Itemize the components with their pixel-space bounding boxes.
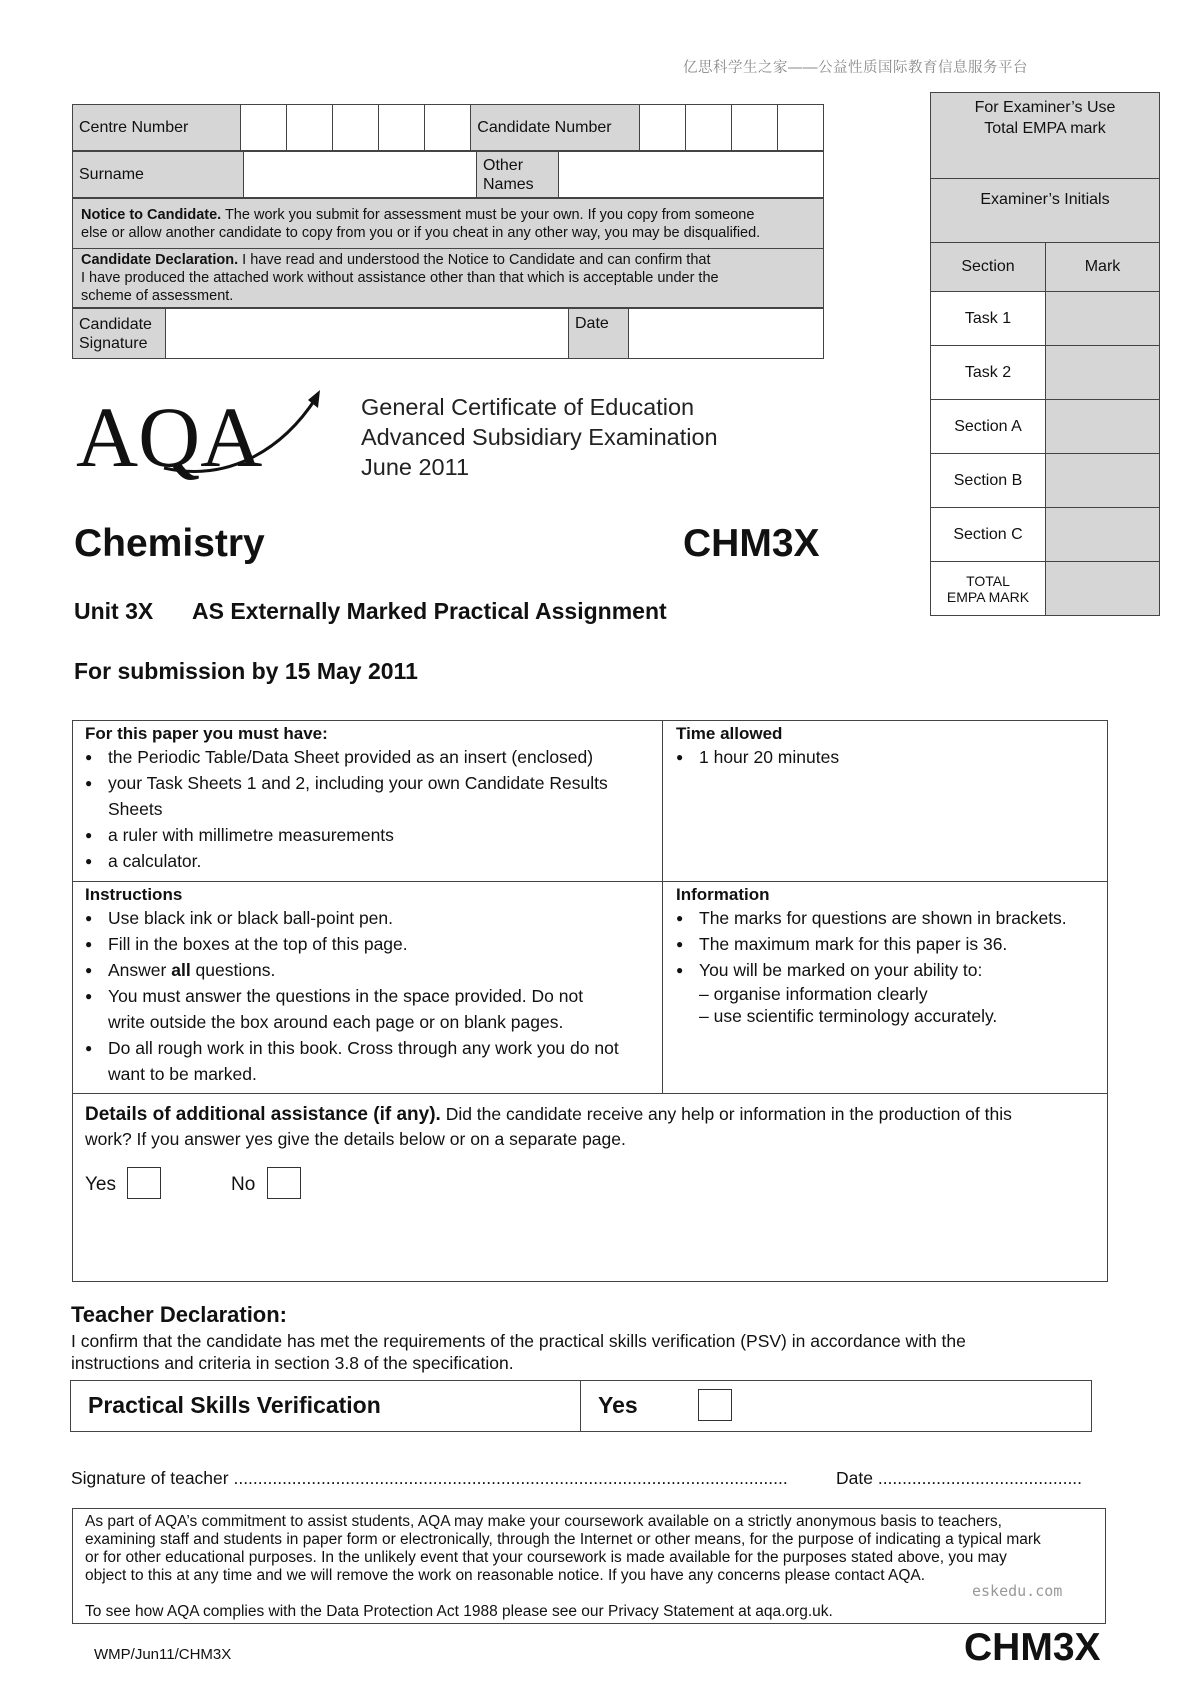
privacy-text: examining staff and students in paper form or electronically, through the Internet or other means, for the purpose of indicating a typical mark xyxy=(85,1531,1041,1548)
information-subitem: – organise information clearly xyxy=(699,984,928,1004)
information-title: Information xyxy=(676,885,770,904)
exam-title xyxy=(361,392,718,482)
watermark-site: eskedu.com xyxy=(972,1582,1063,1600)
must-have-item-text: your Task Sheets 1 and 2, including your own Candidate Results xyxy=(108,773,608,793)
date-field[interactable] xyxy=(629,309,824,359)
teacher-declaration-heading: Teacher Declaration: xyxy=(71,1302,288,1327)
instruction-item xyxy=(85,957,655,983)
assistance-heading: Details of additional assistance (if any). xyxy=(85,1104,441,1125)
information-item: ● The marks for questions are shown in brackets. xyxy=(676,905,1101,931)
candidate-number-box[interactable] xyxy=(685,105,731,151)
psv-divider xyxy=(580,1380,581,1432)
examiner-initials: Examiner’s Initials xyxy=(931,179,1159,243)
information-item: ● The maximum mark for this paper is 36. xyxy=(676,931,1101,957)
centre-number-label: Centre Number xyxy=(73,105,241,151)
centre-number-box[interactable] xyxy=(333,105,379,151)
date-label: Date xyxy=(569,309,629,359)
must-have-title: For this paper you must have: xyxy=(85,724,328,743)
instruction-text: questions. xyxy=(190,960,276,980)
privacy-text: or for other educational purposes. In the unlikely event that your coursework is made available for the purposes stated above, you may xyxy=(85,1549,1007,1566)
signature-label-line: Candidate xyxy=(79,315,152,333)
centre-number-box[interactable] xyxy=(425,105,471,151)
submission-deadline: For submission by 15 May 2011 xyxy=(74,658,418,684)
instructions-box xyxy=(85,885,655,1087)
must-have-box xyxy=(85,724,655,874)
instruction-text: Do all rough work in this book. Cross through any work you do not xyxy=(108,1038,619,1058)
assistance-yes-checkbox[interactable] xyxy=(127,1167,161,1199)
grid-divider xyxy=(72,1093,1108,1094)
assistance-no-checkbox[interactable] xyxy=(267,1167,301,1199)
aqa-logo xyxy=(76,390,326,480)
notice-text: The work you submit for assessment must be your own. If you copy from someone xyxy=(221,206,755,223)
other-names-label xyxy=(477,152,559,198)
unit-title: AS Externally Marked Practical Assignment xyxy=(192,598,667,624)
other-names-label-line: Other xyxy=(483,156,524,174)
time-allowed-title: Time allowed xyxy=(676,724,783,743)
teacher-declaration-text xyxy=(71,1330,1031,1374)
notice-text: else or allow another candidate to copy from you or if you cheat in any other way, you may be disqualified. xyxy=(81,224,761,241)
notice-to-candidate xyxy=(73,199,824,249)
instruction-text: Answer xyxy=(108,960,172,980)
assistance-text: Did the candidate receive any help or information in the production of this xyxy=(440,1104,1012,1124)
information-item: ● You will be marked on your ability to: xyxy=(676,957,1101,983)
candidate-signature-field[interactable] xyxy=(166,309,569,359)
row-label: Task 2 xyxy=(931,346,1046,400)
assistance-no-label: No xyxy=(231,1174,256,1195)
surname-field[interactable] xyxy=(244,152,477,198)
footer-reference: WMP/Jun11/CHM3X xyxy=(94,1646,232,1663)
mark-cell[interactable] xyxy=(1046,292,1160,346)
row-label: Section A xyxy=(931,400,1046,454)
other-names-field[interactable] xyxy=(559,152,824,198)
other-names-label-line: Names xyxy=(483,175,534,193)
aqa-logo-graphic xyxy=(76,390,326,480)
additional-assistance xyxy=(85,1102,1095,1151)
must-have-item: ● a calculator. xyxy=(85,848,655,874)
paper-code: CHM3X xyxy=(683,522,820,565)
must-have-item: ● a ruler with millimetre measurements xyxy=(85,822,655,848)
privacy-notice xyxy=(72,1508,1106,1624)
instructions-title: Instructions xyxy=(85,885,183,904)
mark-cell[interactable] xyxy=(1046,346,1160,400)
examiner-use-title: For Examiner’s Use xyxy=(974,99,1116,116)
privacy-text: object to this at any time and we will remove the work on reasonable notice. If you have any concerns please contact AQA. xyxy=(85,1567,926,1584)
teacher-declaration-line: I confirm that the candidate has met the requirements of the practical skills verification (PSV) in accordance with the xyxy=(71,1331,966,1351)
total-empa-mark-label xyxy=(931,562,1046,616)
candidate-number-label: Candidate Number xyxy=(471,105,640,151)
declaration-text: I have read and understood the Notice to Candidate and can confirm that xyxy=(238,252,711,268)
candidate-signature-label xyxy=(73,309,166,359)
assistance-yes-label: Yes xyxy=(85,1174,116,1195)
information-subitem: – use scientific terminology accurately. xyxy=(699,1006,998,1026)
declaration-text: scheme of assessment. xyxy=(81,288,234,304)
instruction-emphasis: all xyxy=(171,960,191,980)
surname-label: Surname xyxy=(73,152,244,198)
row-label: Task 1 xyxy=(931,292,1046,346)
information-box xyxy=(676,885,1101,1027)
candidate-declaration xyxy=(73,249,824,308)
candidate-number-box[interactable] xyxy=(777,105,823,151)
grid-divider xyxy=(72,881,1108,882)
instruction-text: write outside the box around each page or on blank pages. xyxy=(108,1012,564,1032)
exam-session: June 2011 xyxy=(361,454,470,480)
privacy-text: To see how AQA complies with the Data Protection Act 1988 please see our Privacy Statement at aqa.org.uk. xyxy=(85,1603,833,1620)
mark-cell[interactable] xyxy=(1046,400,1160,454)
unit-label: Unit 3X xyxy=(74,598,154,624)
row-label: Section C xyxy=(931,508,1046,562)
candidate-number-box[interactable] xyxy=(731,105,777,151)
total-empa-label: Total EMPA mark xyxy=(984,120,1106,137)
declaration-text: I have produced the attached work without assistance other than that which is acceptable under the xyxy=(81,270,719,286)
must-have-item xyxy=(85,770,655,822)
teacher-declaration-line: instructions and criteria in section 3.8 of the specification. xyxy=(71,1353,514,1373)
centre-number-box[interactable] xyxy=(379,105,425,151)
row-label: Section B xyxy=(931,454,1046,508)
psv-yes-checkbox[interactable] xyxy=(698,1389,732,1421)
exam-title-line: Advanced Subsidiary Examination xyxy=(361,424,718,450)
mark-cell[interactable] xyxy=(1046,454,1160,508)
examiner-use-box xyxy=(930,92,1160,616)
mark-cell[interactable] xyxy=(1046,508,1160,562)
assistance-text: work? If you answer yes give the details below or on a separate page. xyxy=(85,1129,626,1149)
psv-yes-label: Yes xyxy=(598,1392,638,1418)
footer-paper-code: CHM3X xyxy=(964,1626,1101,1669)
privacy-text: As part of AQA’s commitment to assist students, AQA may make your coursework available on a strictly anonymous basis to teachers, xyxy=(85,1513,1002,1530)
teacher-date-line[interactable]: Date .......................................... xyxy=(836,1468,1083,1488)
mark-header: Mark xyxy=(1084,258,1121,275)
aqa-logo-text: AQA xyxy=(76,390,263,480)
exam-title-line: General Certificate of Education xyxy=(361,394,695,420)
instruction-item: ● Fill in the boxes at the top of this page. xyxy=(85,931,655,957)
instruction-text: want to be marked. xyxy=(108,1064,257,1084)
time-allowed-item: ● 1 hour 20 minutes xyxy=(676,744,1096,770)
instruction-item xyxy=(85,983,655,1035)
total-label-line: TOTAL xyxy=(966,572,1010,589)
signature-label-line: Signature xyxy=(79,334,148,352)
instruction-item xyxy=(85,1035,655,1087)
notice-heading: Notice to Candidate. xyxy=(81,206,222,223)
centre-number-box[interactable] xyxy=(241,105,287,151)
subject-title: Chemistry xyxy=(74,522,265,565)
declaration-heading: Candidate Declaration. xyxy=(81,252,239,268)
time-allowed-box xyxy=(676,724,1096,770)
teacher-signature-line[interactable]: Signature of teacher .................................................................................................................. xyxy=(71,1468,788,1488)
section-header: Section xyxy=(931,243,1046,292)
total-mark-cell[interactable] xyxy=(1046,562,1160,616)
grid-divider xyxy=(662,720,663,1093)
total-label-line: EMPA MARK xyxy=(946,588,1030,605)
instruction-item: ● Use black ink or black ball-point pen. xyxy=(85,905,655,931)
candidate-details-table xyxy=(72,104,824,359)
instruction-text: You must answer the questions in the space provided. Do not xyxy=(108,986,584,1006)
examiner-use-header xyxy=(931,93,1159,179)
psv-label: Practical Skills Verification xyxy=(88,1392,381,1418)
candidate-number-box[interactable] xyxy=(639,105,685,151)
must-have-item: ● the Periodic Table/Data Sheet provided as an insert (enclosed) xyxy=(85,744,655,770)
watermark-header: 亿思科学生之家——公益性质国际教育信息服务平台 xyxy=(683,60,1028,76)
centre-number-box[interactable] xyxy=(287,105,333,151)
must-have-item-text: Sheets xyxy=(108,799,163,819)
